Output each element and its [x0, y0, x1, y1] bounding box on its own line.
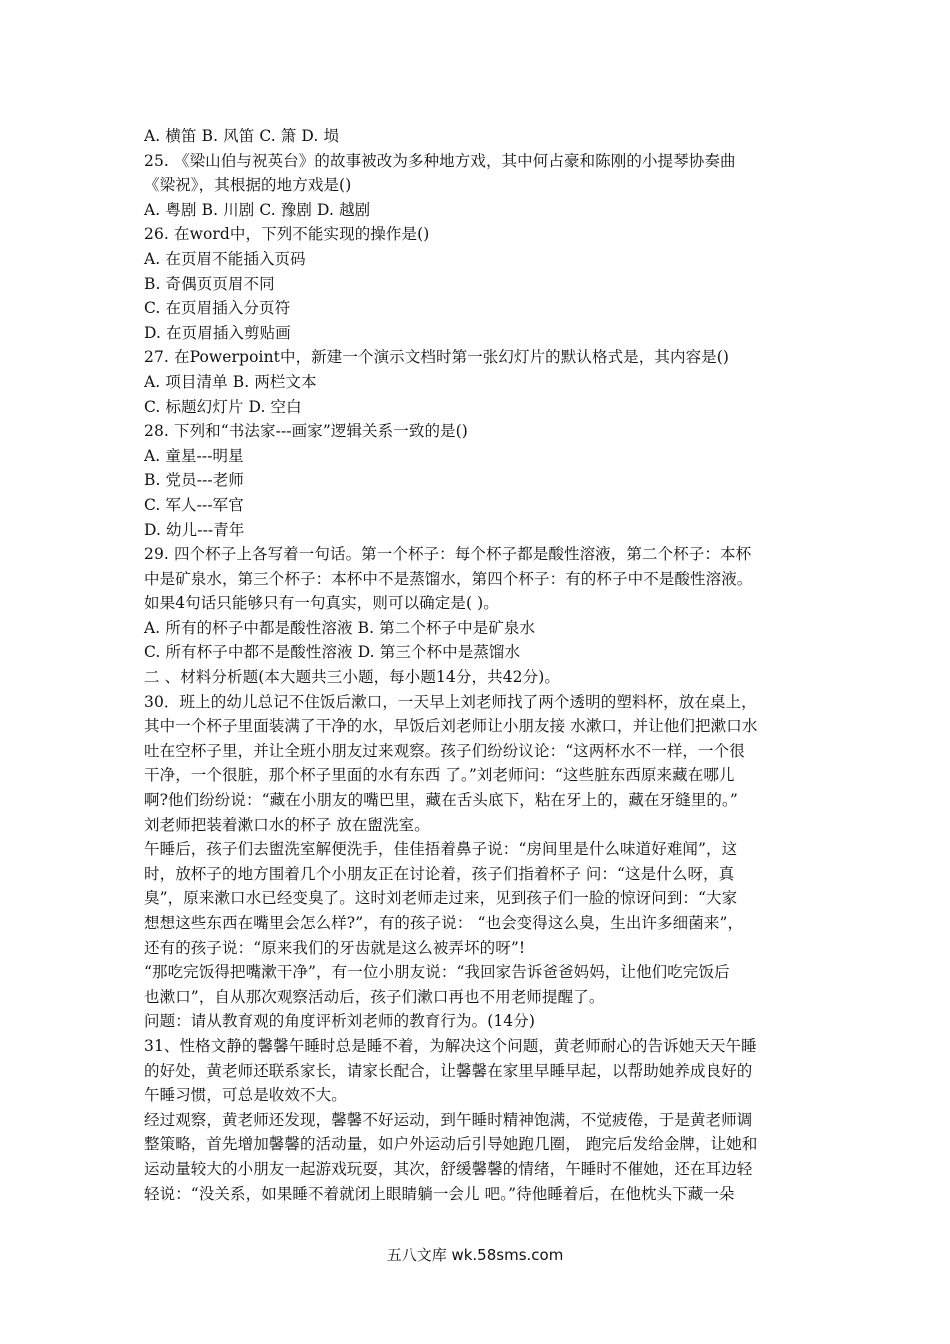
text-line: 27. 在Powerpoint中，新建一个演示文档时第一张幻灯片的默认格式是，其内容是()	[144, 348, 730, 367]
text-line: 30．班上的幼儿总记不住饭后漱口，一天早上刘老师找了两个透明的塑料杯，放在桌上，	[144, 692, 757, 711]
text-line: 想想这些东西在嘴里会怎么样?”，有的孩子说： “也会变得这么臭，生出许多细菌来”，	[144, 914, 744, 932]
text-line: 午睡习惯，可总是收效不大。	[144, 1086, 347, 1105]
text-line: 26. 在word中，下列不能实现的操作是()	[144, 225, 430, 244]
text-line: A. 横笛 B. 风笛 C. 箫 D. 埙	[144, 127, 340, 145]
text-line: C. 军人---军官	[144, 495, 244, 514]
text-line: 25. 《梁山伯与祝英台》的故事被改为多种地方戏，其中何占豪和陈刚的小提琴协奏曲	[144, 151, 736, 170]
text-line: 经过观察，黄老师还发现，馨馨不好运动，到午睡时精神饱满，不觉疲倦，于是黄老师调	[144, 1110, 753, 1129]
text-line: C. 所有杯子中都不是酸性溶液 D. 第三个杯中是蒸馏水	[144, 643, 521, 662]
text-line: 《梁祝》，其根据的地方戏是()	[144, 176, 352, 195]
text-line: 刘老师把装着漱口水的杯子 放在盥洗室。	[144, 815, 430, 834]
text-line: 干净，一个很脏，那个杯子里面的水有东西 了。”刘老师问：“这些脏东西原来藏在哪儿	[144, 766, 735, 785]
text-line: 臭”，原来漱口水已经变臭了。这时刘老师走过来，见到孩子们一脸的惊讶问到：“大家	[144, 889, 738, 908]
text-line: B. 奇偶页页眉不同	[144, 274, 275, 293]
text-line: A. 粤剧 B. 川剧 C. 豫剧 D. 越剧	[144, 200, 371, 219]
text-line: 31、性格文静的馨馨午睡时总是睡不着，为解决这个问题，黄老师耐心的告诉她天天午睡	[144, 1036, 757, 1055]
text-line: 吐在空杯子里，并让全班小朋友过来观察。孩子们纷纷议论：“这两杯水不一样，一个很	[144, 741, 745, 760]
text-line: 29. 四个杯子上各写着一句话。第一个杯子：每个杯子都是酸性溶液，第二个杯子：本杯	[144, 545, 752, 564]
text-line: 问题：请从教育观的角度评析刘老师的教育行为。(14分)	[144, 1012, 536, 1031]
text-line: 中是矿泉水，第三个杯子：本杯中不是蒸馏水，第四个杯子：有的杯子中不是酸性溶液。	[144, 569, 753, 588]
text-line: 啊?他们纷纷说：“藏在小朋友的嘴巴里，藏在舌头底下，粘在牙上的，藏在牙缝里的。”	[144, 791, 738, 810]
text-line: D. 幼儿---青年	[144, 520, 245, 539]
text-line: A. 在页眉不能插入页码	[144, 249, 306, 268]
text-line: A. 所有的杯子中都是酸性溶液 B. 第二个杯子中是矿泉水	[144, 618, 536, 637]
text-line: A. 项目清单 B. 两栏文本	[144, 372, 317, 391]
text-line: 28. 下列和“书法家---画家”逻辑关系一致的是()	[144, 422, 468, 441]
text-line: 午睡后，孩子们去盥洗室解便洗手，佳佳捂着鼻子说：“房间里是什么味道好难闻”，这	[144, 840, 738, 859]
text-line: 轻说：“没关系，如果睡不着就闭上眼睛躺一会儿 吧。”待他睡着后，在他枕头下藏一朵	[144, 1184, 735, 1203]
text-line: 运动量较大的小朋友一起游戏玩耍，其次，舒缓馨馨的情绪，午睡时不催她，还在耳边轻	[144, 1159, 753, 1178]
text-line: 二 、材料分析题(本大题共三小题，每小题14分，共42分)。	[144, 668, 560, 687]
text-line: 整策略，首先增加馨馨的活动量，如户外运动后引导她跑几圈， 跑完后发给金牌，让她和	[144, 1135, 758, 1154]
text-line: A. 童星---明星	[144, 446, 244, 465]
text-line: 其中一个杯子里面装满了干净的水，早饭后刘老师让小朋友接 水漱口，并让他们把漱口水	[144, 717, 758, 736]
text-line: 如果4句话只能够只有一句真实，则可以确定是( )。	[144, 594, 499, 613]
text-line: “那吃完饭得把嘴漱干净”，有一位小朋友说：“我回家告诉爸爸妈妈，让他们吃完饭后	[144, 963, 730, 982]
text-line: B. 党员---老师	[144, 471, 244, 490]
text-line: 还有的孩子说：“原来我们的牙齿就是这么被弄坏的呀”!	[144, 938, 526, 957]
text-line: D. 在页眉插入剪贴画	[144, 323, 291, 342]
footer-watermark: 五八文库 wk.58sms.com	[386, 1246, 564, 1264]
document-body	[144, 124, 812, 1206]
text-line: C. 标题幻灯片 D. 空白	[144, 397, 302, 416]
text-line: C. 在页眉插入分页符	[144, 299, 291, 318]
text-line: 也漱口”，自从那次观察活动后，孩子们漱口再也不用老师提醒了。	[144, 987, 605, 1006]
text-line: 的好处，黄老师还联系家长，请家长配合，让馨馨在家里早睡早起，以帮助她养成良好的	[144, 1061, 753, 1080]
text-line: 时，放杯子的地方围着几个小朋友正在讨论着，孩子们指着杯子 问：“这是什么呀，真	[144, 864, 735, 883]
